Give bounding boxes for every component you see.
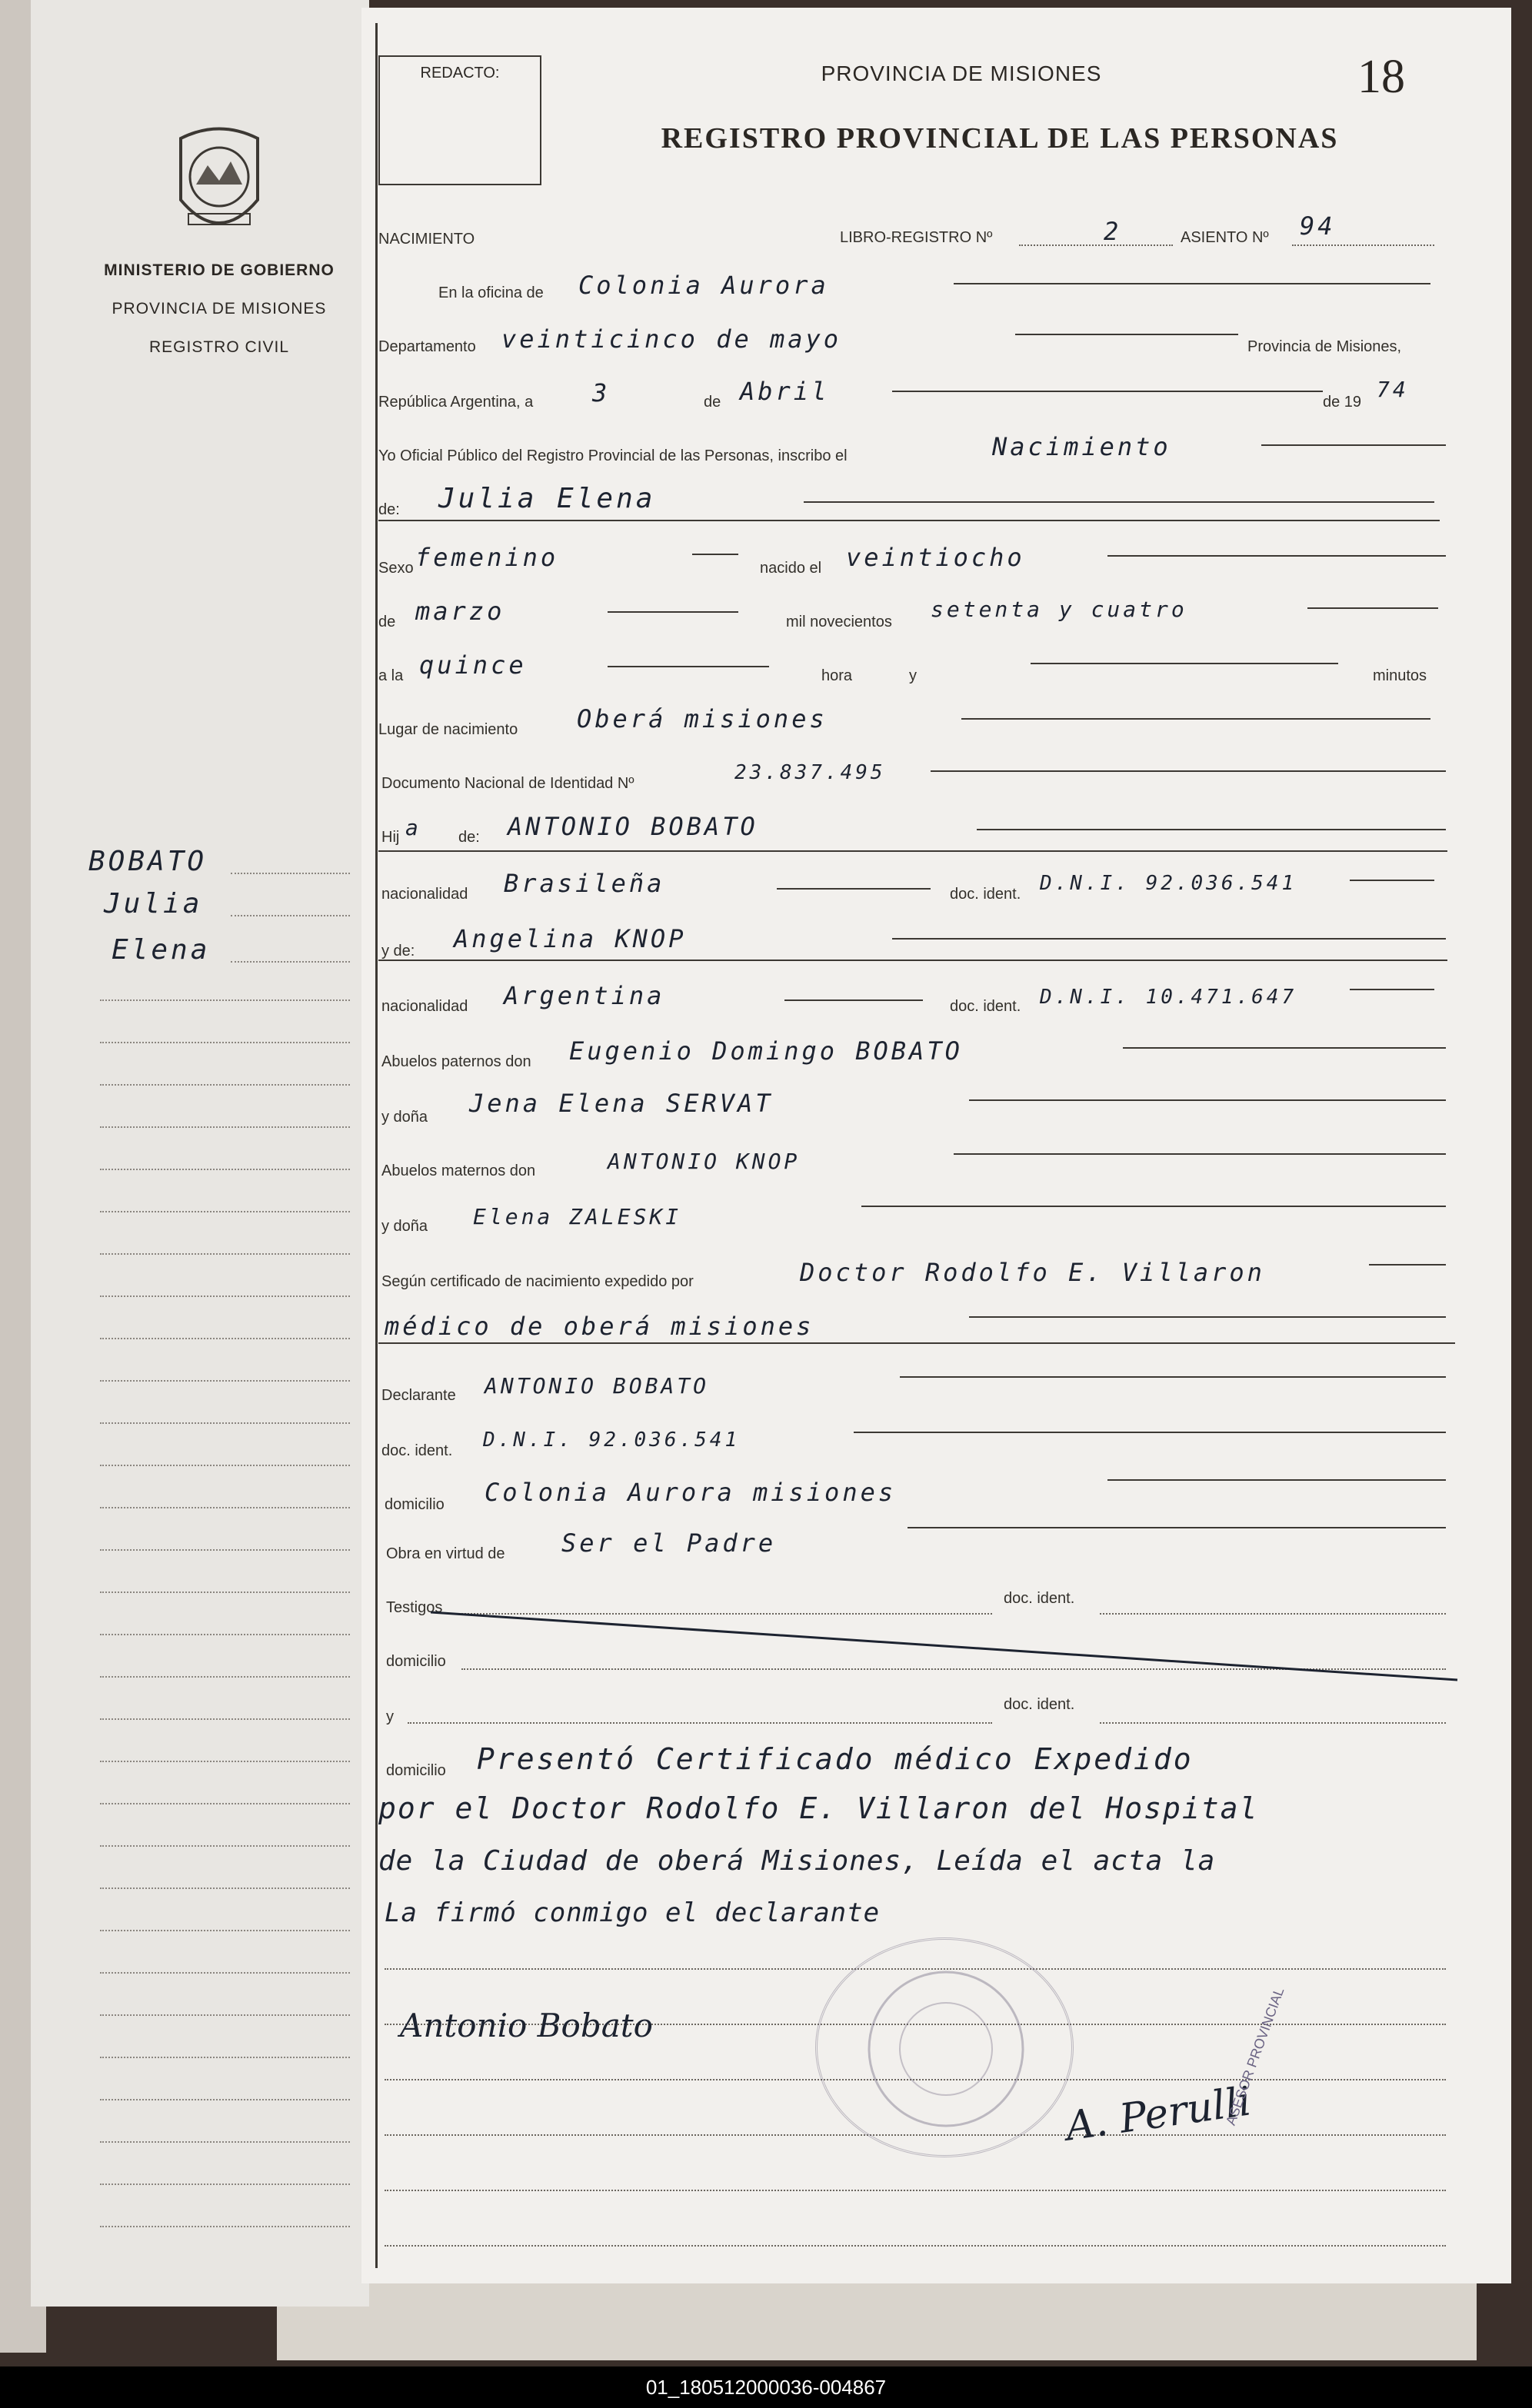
domicilio-value: Colonia Aurora misiones <box>485 1478 897 1507</box>
mil-label: mil novecientos <box>786 614 892 630</box>
cancel-strike <box>431 1603 1461 1688</box>
underline <box>378 960 1447 961</box>
obs-line-4: La firmó conmigo el declarante <box>385 1897 881 1928</box>
madre-value: Angelina KNOP <box>454 924 687 953</box>
sexo-value: femenino <box>415 543 559 572</box>
underline <box>378 850 1447 852</box>
anio-nac-value: setenta y cuatro <box>931 597 1187 622</box>
hija-suffix: a <box>405 815 421 840</box>
abmat-label: Abuelos maternos don <box>381 1162 536 1179</box>
hija-label: Hij <box>381 829 400 846</box>
abpat-dona-value: Jena Elena SERVAT <box>469 1089 774 1118</box>
ydona-mat-label: y doña <box>381 1218 428 1235</box>
fill-line <box>1307 607 1438 609</box>
margin-line <box>100 1465 350 1466</box>
ruled-line <box>385 2190 1446 2191</box>
republica-label: República Argentina, a <box>378 394 534 411</box>
cert-label: Según certificado de nacimiento expedido por <box>381 1273 694 1290</box>
provincia-suffix: Provincia de Misiones, <box>1247 338 1402 355</box>
fill-line <box>784 999 923 1001</box>
nac-madre-label: nacionalidad <box>381 998 468 1015</box>
margin-line <box>100 1591 350 1593</box>
margin-line <box>100 1887 350 1889</box>
redacto-box <box>378 55 541 185</box>
dni-value: 23.837.495 <box>734 761 886 784</box>
act-type: NACIMIENTO <box>378 231 475 248</box>
redacto-label: REDACTO: <box>420 65 500 81</box>
nac-padre-value: Brasileña <box>504 869 665 898</box>
page-number: 18 <box>1357 51 1405 103</box>
fill-line <box>969 1316 1446 1318</box>
departamento-value: veinticinco de mayo <box>501 324 842 354</box>
fill-line <box>1123 1047 1446 1049</box>
anio-value: 74 <box>1377 377 1409 402</box>
margin-line <box>100 1253 350 1255</box>
fill-line <box>1369 1264 1446 1266</box>
registry-title: REGISTRO PROVINCIAL DE LAS PERSONAS <box>661 122 1339 155</box>
fill-line <box>908 1527 1446 1528</box>
lugar-value: Oberá misiones <box>577 704 828 733</box>
registry-label: REGISTRO CIVIL <box>148 338 290 356</box>
fill-line <box>1015 334 1238 335</box>
image-id-bar <box>0 2366 1532 2408</box>
margin-line <box>100 1930 350 1931</box>
dia-value: 3 <box>592 378 611 407</box>
margin-line <box>100 1380 350 1382</box>
margin-middlename: Elena <box>112 934 211 966</box>
underline <box>378 1342 1455 1344</box>
obra-label: Obra en virtud de <box>386 1545 505 1562</box>
fill-line <box>1350 989 1434 990</box>
fill-line <box>1107 555 1446 557</box>
margin-line <box>100 1761 350 1762</box>
margin-line <box>100 2057 350 2058</box>
docid-t1-label: doc. ident. <box>1004 1590 1075 1607</box>
fill-line <box>1100 1722 1446 1724</box>
de-label: de <box>704 394 721 411</box>
margin-line <box>100 2099 350 2100</box>
fill-line <box>408 1722 992 1724</box>
abpat-label: Abuelos paternos don <box>381 1053 531 1070</box>
fill-line <box>777 888 931 890</box>
fill-line <box>1031 663 1338 664</box>
de2-label: de: <box>378 501 400 518</box>
domicilio-t2-label: domicilio <box>386 1762 446 1779</box>
margin-firstname: Julia <box>104 888 203 920</box>
asiento-value: 94 <box>1300 211 1336 241</box>
docid-decl-label: doc. ident. <box>381 1442 453 1459</box>
image-id: 01_180512000036-004867 <box>645 2376 887 2399</box>
mes-value: Abril <box>740 377 830 406</box>
domicilio-t1-label: domicilio <box>386 1653 446 1670</box>
nacido-value: veintiocho <box>846 543 1025 572</box>
margin-line <box>100 1169 350 1170</box>
abpat-value: Eugenio Domingo BOBATO <box>569 1036 963 1066</box>
fill-line <box>954 283 1430 284</box>
hora-value: quince <box>419 650 527 680</box>
asiento-label: ASIENTO Nº <box>1181 229 1269 246</box>
hora-label: hora <box>821 667 853 684</box>
declarante-label: Declarante <box>381 1387 456 1404</box>
testigos-label: Testigos <box>386 1599 443 1616</box>
ministry-label: MINISTERIO DE GOBIERNO <box>104 261 335 279</box>
fill-line <box>608 611 738 613</box>
oficial-label: Yo Oficial Público del Registro Provincial de las Personas, inscribo el <box>378 447 848 464</box>
margin-line <box>231 961 350 963</box>
ala-label: a la <box>378 667 404 684</box>
fill-line <box>854 1432 1446 1433</box>
sexo-label: Sexo <box>378 560 414 577</box>
fill-line <box>969 1099 1446 1101</box>
libro-label: LIBRO-REGISTRO Nº <box>840 229 993 246</box>
fill-line <box>892 938 1446 940</box>
anio-label: de 19 <box>1323 394 1362 411</box>
mes-nac-value: marzo <box>415 597 505 626</box>
docid-madre-label: doc. ident. <box>950 998 1021 1015</box>
margin-line <box>100 1338 350 1339</box>
doc-padre-value: D.N.I. 92.036.541 <box>1040 872 1297 895</box>
nacido-label: nacido el <box>760 560 822 577</box>
margin-surname: BOBATO <box>88 846 208 877</box>
abmat-dona-value: Elena ZALESKI <box>473 1204 682 1229</box>
fill-line <box>977 829 1446 830</box>
margin-line <box>231 873 350 874</box>
margin-line <box>100 1211 350 1212</box>
margin-line <box>100 1042 350 1043</box>
oficina-label: En la oficina de <box>438 284 544 301</box>
margin-line <box>100 1549 350 1551</box>
fill-line <box>692 554 738 555</box>
province-title: PROVINCIA DE MISIONES <box>821 62 1102 85</box>
margin-line <box>100 1718 350 1720</box>
obs-line-3: de la Ciudad de oberá Misiones, Leída el acta la <box>378 1845 1216 1877</box>
official-signature: A. Perulli <box>1063 2078 1254 2150</box>
fill-line <box>804 501 1434 503</box>
domicilio-label: domicilio <box>385 1496 445 1513</box>
declarante-signature: Antonio Bobato <box>400 2007 653 2044</box>
asiento-line <box>1292 244 1434 246</box>
doc-decl-value: D.N.I. 92.036.541 <box>483 1429 741 1452</box>
margin-line <box>100 2014 350 2016</box>
obra-value: Ser el Padre <box>561 1528 777 1558</box>
margin-line <box>100 1972 350 1974</box>
margin-line <box>100 1295 350 1297</box>
y-label: y <box>909 667 917 684</box>
margin-line <box>100 1845 350 1847</box>
underlying-page <box>277 2276 1477 2360</box>
margin-line <box>100 2183 350 2185</box>
margin-line <box>100 1084 350 1086</box>
lugar-label: Lugar de nacimiento <box>378 721 518 738</box>
nac-padre-label: nacionalidad <box>381 886 468 903</box>
docid-t2-label: doc. ident. <box>1004 1696 1075 1713</box>
oficina-value: Colonia Aurora <box>578 271 829 300</box>
seal-emblem-icon <box>831 1953 1061 2145</box>
fill-line <box>608 666 769 667</box>
province-emblem-icon <box>165 123 273 246</box>
fill-line <box>1350 880 1434 881</box>
underline <box>378 520 1440 521</box>
de4-label: de: <box>458 829 480 846</box>
cert-line2: médico de oberá misiones <box>385 1312 814 1341</box>
de3-label: de <box>378 614 396 630</box>
margin-line <box>100 1507 350 1508</box>
fill-line <box>1107 1479 1446 1481</box>
yde-label: y de: <box>381 943 415 960</box>
province-label: PROVINCIA DE MISIONES <box>112 300 327 318</box>
margin-rule <box>375 23 378 2268</box>
dni-label: Documento Nacional de Identidad Nº <box>381 775 634 792</box>
declarante-value: ANTONIO BOBATO <box>485 1373 710 1399</box>
cert-value: Doctor Rodolfo E. Villaron <box>800 1258 1265 1287</box>
margin-line <box>100 2141 350 2143</box>
obs-line-2: por el Doctor Rodolfo E. Villaron del Hospital <box>378 1791 1259 1825</box>
margin-line <box>100 999 350 1001</box>
doc-madre-value: D.N.I. 10.471.647 <box>1040 986 1297 1009</box>
margin-line <box>100 1126 350 1128</box>
fill-line <box>861 1206 1446 1207</box>
margin-line <box>100 1803 350 1804</box>
ruled-line <box>385 2245 1446 2247</box>
stamp-text: ASESOR PROVINCIAL <box>1223 1985 1287 2127</box>
fill-line <box>1261 444 1446 446</box>
docid-padre-label: doc. ident. <box>950 886 1021 903</box>
fill-line <box>931 770 1446 772</box>
nac-madre-value: Argentina <box>504 981 665 1010</box>
oficial-value: Nacimiento <box>992 432 1171 461</box>
minutos-label: minutos <box>1373 667 1427 684</box>
margin-line <box>100 1634 350 1635</box>
padre-value: ANTONIO BOBATO <box>508 812 758 841</box>
y2-label: y <box>386 1708 394 1725</box>
departamento-label: Departamento <box>378 338 476 355</box>
margin-line <box>100 1676 350 1678</box>
margin-line <box>100 2226 350 2227</box>
abmat-value: ANTONIO KNOP <box>608 1149 801 1174</box>
fill-line <box>900 1376 1446 1378</box>
ydona-pat-label: y doña <box>381 1109 428 1126</box>
obs-line-1: Presentó Certificado médico Expedido <box>477 1742 1194 1776</box>
nombre-value: Julia Elena <box>438 483 656 514</box>
fill-line <box>961 718 1430 720</box>
margin-line <box>100 1422 350 1424</box>
fill-line <box>892 391 1323 392</box>
margin-line <box>231 915 350 916</box>
libro-value: 2 <box>1104 217 1122 246</box>
libro-line <box>1019 244 1173 246</box>
fill-line <box>954 1153 1446 1155</box>
